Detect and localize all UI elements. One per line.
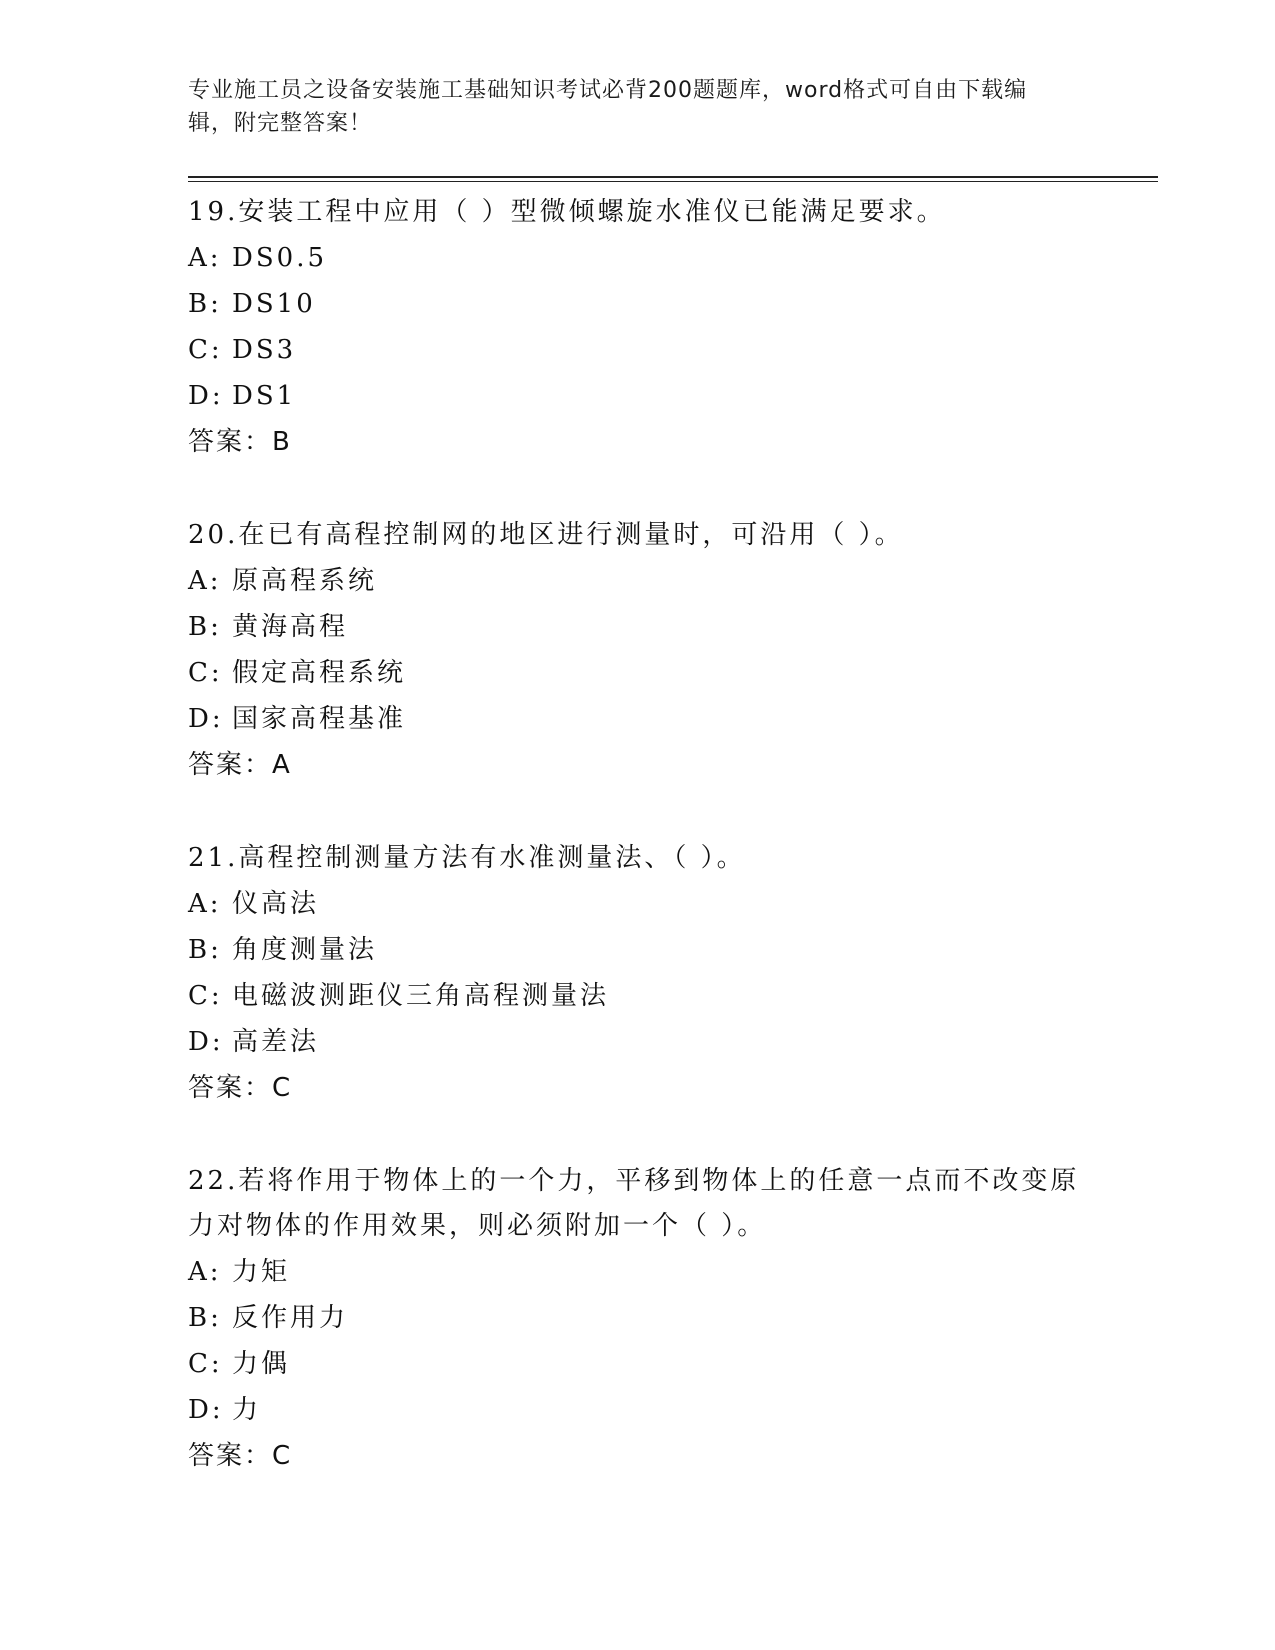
option-text: 力矩 — [232, 1257, 291, 1287]
option-b — [188, 604, 1088, 650]
answer-label: 答案： — [188, 750, 273, 780]
option-b — [188, 1295, 1088, 1341]
option-a — [188, 1249, 1088, 1295]
question-list — [188, 190, 1088, 1527]
option-d — [188, 696, 1088, 742]
answer-value: B — [272, 427, 292, 457]
option-letter: C: — [188, 658, 223, 688]
answer-value: C — [272, 1073, 293, 1103]
answer-line — [188, 1433, 1088, 1479]
option-letter: C: — [188, 981, 223, 1011]
document-header: 专业施工员之设备安装施工基础知识考试必背200题题库，word格式可自由下载编辑，附完整答案！ — [188, 78, 1028, 136]
question-22 — [188, 1159, 1088, 1479]
option-d — [188, 1387, 1088, 1433]
question-20 — [188, 513, 1088, 788]
option-c — [188, 1341, 1088, 1387]
option-a — [188, 235, 1088, 281]
option-letter: D: — [188, 1395, 224, 1425]
question-21 — [188, 836, 1088, 1111]
question-text: 19.安装工程中应用（ ）型微倾螺旋水准仪已能满足要求。 — [188, 197, 946, 227]
option-text: 电磁波测距仪三角高程测量法 — [232, 981, 610, 1011]
option-letter: C: — [188, 1349, 223, 1379]
option-text: 仪高法 — [232, 889, 320, 919]
option-text: 高差法 — [232, 1027, 320, 1057]
option-text: DS3 — [232, 335, 297, 365]
option-text: 黄海高程 — [232, 612, 349, 642]
answer-value: C — [272, 1441, 293, 1471]
option-letter: A: — [188, 566, 222, 596]
option-letter: B: — [188, 289, 222, 319]
option-letter: B: — [188, 1303, 222, 1333]
answer-line — [188, 742, 1088, 788]
option-letter: B: — [188, 612, 222, 642]
option-text: 假定高程系统 — [232, 658, 407, 688]
option-letter: D: — [188, 1027, 224, 1057]
option-letter: D: — [188, 381, 224, 411]
answer-label: 答案： — [188, 1441, 273, 1471]
option-b — [188, 927, 1088, 973]
option-text: DS0.5 — [232, 243, 328, 273]
question-text: 21.高程控制测量方法有水准测量法、（ ）。 — [188, 843, 746, 873]
option-text: 力 — [232, 1395, 262, 1425]
option-text: 国家高程基准 — [232, 704, 407, 734]
option-letter: C: — [188, 335, 223, 365]
answer-label: 答案： — [188, 427, 273, 457]
option-letter: B: — [188, 935, 222, 965]
option-text: 力偶 — [232, 1349, 291, 1379]
answer-line — [188, 419, 1088, 465]
option-letter: D: — [188, 704, 224, 734]
option-a — [188, 558, 1088, 604]
option-text: DS10 — [232, 289, 316, 319]
option-letter: A: — [188, 1257, 222, 1287]
option-a — [188, 881, 1088, 927]
answer-line — [188, 1065, 1088, 1111]
option-d — [188, 373, 1088, 419]
question-19 — [188, 190, 1088, 465]
option-c — [188, 650, 1088, 696]
option-letter: A: — [188, 243, 222, 273]
option-d — [188, 1019, 1088, 1065]
header-divider-thin — [188, 181, 1158, 182]
option-c — [188, 973, 1088, 1019]
option-b — [188, 281, 1088, 327]
header-divider-thick — [188, 176, 1158, 178]
option-c — [188, 327, 1088, 373]
option-text: 反作用力 — [232, 1303, 349, 1333]
answer-value: A — [272, 750, 292, 780]
option-text: 角度测量法 — [232, 935, 378, 965]
option-text: 原高程系统 — [232, 566, 378, 596]
question-text: 22.若将作用于物体上的一个力，平移到物体上的任意一点而不改变原力对物体的作用效果，则必须附加一个（ ）。 — [188, 1166, 1080, 1241]
option-letter: A: — [188, 889, 222, 919]
answer-label: 答案： — [188, 1073, 273, 1103]
question-text: 20.在已有高程控制网的地区进行测量时，可沿用（ ）。 — [188, 520, 904, 550]
option-text: DS1 — [232, 381, 297, 411]
